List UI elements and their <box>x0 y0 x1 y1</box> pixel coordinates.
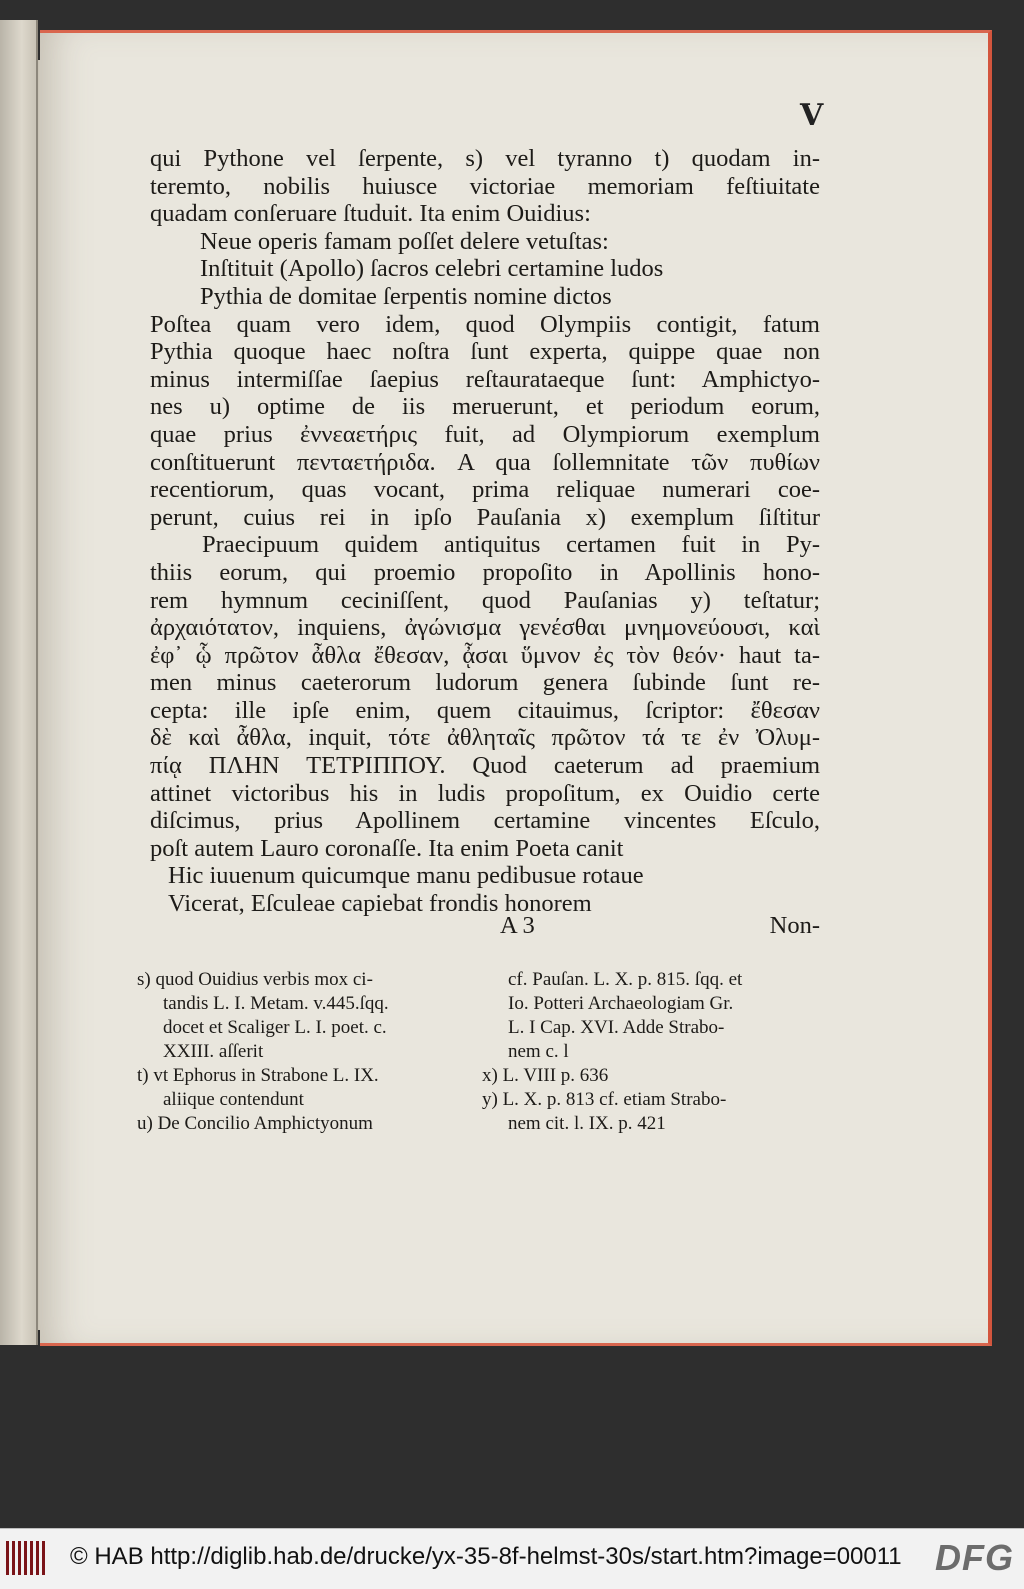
text-line: rem hymnum ceciniſſent, quod Pauſanias y) teſtatur; <box>150 586 820 614</box>
text-line: teremto, nobilis huiusce victoriae memoriam feſtiuitate <box>150 172 820 200</box>
text-line: diſcimus, prius Apollinem certamine vincentes Eſculo, <box>150 807 820 835</box>
signature-mark: A 3 <box>500 912 535 939</box>
adjacent-page-edge <box>0 20 38 1345</box>
text-line: nes u) optime de iis meruerunt, et periodum eorum, <box>150 393 820 421</box>
verse-line: Inſtituit (Apollo) ſacros celebri certamine ludos <box>200 255 664 283</box>
text-line: conſtituerunt πενταετήριδα. A qua ſollemnitate τῶν πυθίων <box>150 448 820 476</box>
text-line: minus intermiſſae ſaepius reſtaurataeque ſunt: Amphictyo- <box>150 365 820 393</box>
folio-number: V <box>800 98 824 133</box>
footnote-line: y) L. X. p. 813 cf. etiam Strabo- <box>482 1089 727 1110</box>
text-line: Pythia quoque haec noſtra ſunt experta, quippe quae non <box>150 338 820 366</box>
footnotes-right-column <box>482 968 812 1136</box>
text-line: perunt, cuius rei in ipſo Pauſania x) exemplum ſiſtitur <box>150 503 820 531</box>
footnote-line: aliique contendunt <box>163 1089 304 1110</box>
footnote-line: x) L. VIII p. 636 <box>482 1065 609 1086</box>
dfg-logo: DFG <box>935 1537 1014 1578</box>
text-line: men minus caeterorum ludorum genera ſubinde ſunt re- <box>150 669 820 697</box>
footnote-line: u) De Concilio Amphictyonum <box>137 1113 373 1134</box>
footnote-line: s) quod Ouidius verbis mox ci- <box>137 969 373 990</box>
verse-line: Pythia de domitae ſerpentis nomine dictos <box>200 282 612 310</box>
footnote-line: XXIII. aſſerit <box>163 1041 264 1062</box>
text-line: Poſtea quam vero idem, quod Olympiis contigit, fatum <box>150 310 820 338</box>
source-url[interactable]: © HAB http://diglib.hab.de/drucke/yx-35-8f-helmst-30s/start.htm?image=00011 <box>70 1543 902 1570</box>
greek-text-line: δὲ καὶ ἆθλα, inquit, τότε ἀθληταῖς πρῶτον τά τε ἐν Ὀλυμ- <box>150 724 820 752</box>
text-line: attinet victoribus his in ludis propoſitum, ex Ouidio certe <box>150 779 820 807</box>
footnote-line: nem cit. l. IX. p. 421 <box>508 1113 666 1134</box>
footnote-y <box>482 1088 812 1136</box>
text-line: qui Pythone vel ſerpente, s) vel tyranno t) quodam in- <box>150 145 820 172</box>
text-line: recentiorum, quas vocant, prima reliquae numerari coe- <box>150 476 820 504</box>
footnote-line: t) vt Ephorus in Strabone L. IX. <box>137 1065 379 1086</box>
text-line: quae prius ἐννεαετήρις fuit, ad Olympiorum exemplum <box>150 420 820 448</box>
paragraph-start-line: Praecipuum quidem antiquitus certamen fuit in Py- <box>202 531 820 559</box>
signature-line <box>500 912 820 940</box>
text-line: poſt autem Lauro coronaſſe. Ita enim Poeta canit <box>150 834 624 862</box>
footnote-line: docet et Scaliger L. I. poet. c. <box>163 1017 387 1038</box>
viewer-footer <box>0 1528 1024 1589</box>
text-line: πίᾳ ΠΛΗΝ ΤΕΤΡΙΠΠΟΥ. Quod caeterum ad praemium <box>150 752 820 780</box>
text-line: quadam conſeruare ſtuduit. Ita enim Ouidius: <box>150 200 591 228</box>
footnote-line: L. I Cap. XVI. Adde Strabo- <box>508 1017 725 1038</box>
verse-line: Hic iuuenum quicumque manu pedibusue rotaue <box>168 862 644 890</box>
footnote-x <box>482 1064 812 1088</box>
greek-text-line: ἐφ᾽ ᾧ πρῶτον ἆθλα ἔθεσαν, ᾆσαι ὕμνον ἐς τὸν θεόν· haut ta- <box>150 641 820 669</box>
footnote-line: nem c. l <box>508 1041 569 1062</box>
footnotes-left-column <box>137 968 467 1136</box>
footnote-u-continued <box>482 968 812 1064</box>
greek-text-line: ἀρχαιότατον, inquiens, ἀγώνισμα γενέσθαι μνημονεύουσι, καὶ <box>150 614 820 642</box>
barcode-icon <box>6 1541 46 1575</box>
text-line: thiis eorum, qui proemio propoſito in Apollinis hono- <box>150 558 820 586</box>
footnote-line: Io. Potteri Archaeologiam Gr. <box>508 993 734 1014</box>
footnote-s <box>137 968 467 1064</box>
footnote-line: tandis L. I. Metam. v.445.ſqq. <box>163 993 389 1014</box>
catchword: Non- <box>769 912 820 939</box>
footnote-line: cf. Pauſan. L. X. p. 815. ſqq. et <box>508 969 743 990</box>
footnote-t <box>137 1064 467 1112</box>
verse-line: Vicerat, Eſculeae capiebat frondis honorem <box>168 890 592 918</box>
verse-line: Neue operis famam poſſet delere vetuſtas: <box>200 227 609 255</box>
main-text-block <box>150 145 820 918</box>
footnote-u <box>137 1112 467 1136</box>
text-line: cepta: ille ipſe enim, quem citauimus, ſcriptor: ἔθεσαν <box>150 696 820 724</box>
